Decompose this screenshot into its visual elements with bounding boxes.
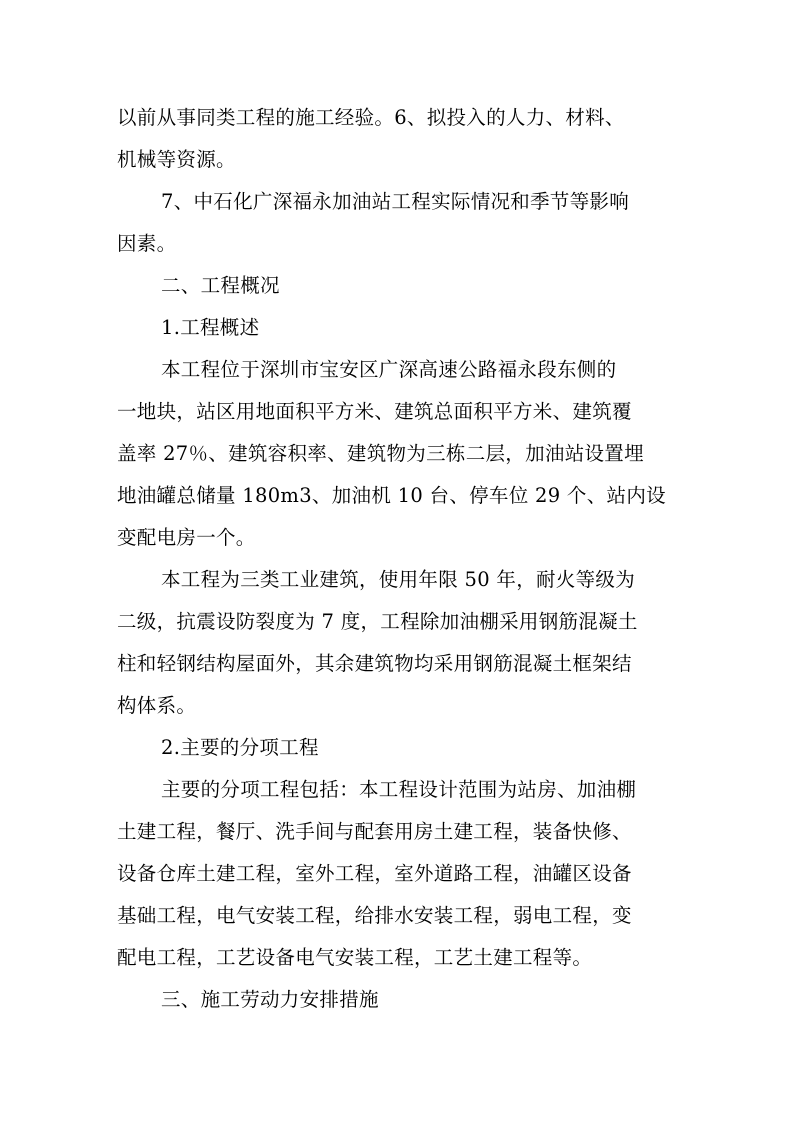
text-line: 本工程为三类工业建筑，使用年限 50 年，耐火等级为 <box>161 568 636 591</box>
text-line: 以前从事同类工程的施工经验。6、拟投入的人力、材料、 <box>117 106 625 129</box>
text-line: 地油罐总储量 180m3、加油机 10 台、停车位 29 个、站内设 <box>117 484 666 507</box>
text-line: 变配电房一个。 <box>117 526 256 549</box>
text-line: 土建工程，餐厅、洗手间与配套用房土建工程，装备快修、 <box>117 820 632 843</box>
text-line: 一地块，站区用地面积平方米、建筑总面积平方米、建筑覆 <box>117 400 632 423</box>
text-line: 7、中石化广深福永加油站工程实际情况和季节等影响 <box>161 190 630 213</box>
text-line: 主要的分项工程包括：本工程设计范围为站房、加油棚 <box>161 778 637 801</box>
section-heading: 二、工程概况 <box>161 274 280 297</box>
text-line: 基础工程，电气安装工程，给排水安装工程，弱电工程，变 <box>117 904 632 927</box>
text-line: 配电工程，工艺设备电气安装工程，工艺土建工程等。 <box>117 946 593 969</box>
text-line: 二级，抗震设防裂度为 7 度，工程除加油棚采用钢筋混凝土 <box>117 610 638 633</box>
text-line: 因素。 <box>117 232 177 255</box>
section-heading: 三、施工劳动力安排措施 <box>161 988 379 1011</box>
text-line: 构体系。 <box>117 694 197 717</box>
subsection-heading: 2.主要的分项工程 <box>161 736 319 759</box>
subsection-heading: 1.工程概述 <box>161 316 260 339</box>
text-line: 本工程位于深圳市宝安区广深高速公路福永段东侧的 <box>161 358 617 381</box>
text-line: 设备仓库土建工程，室外工程，室外道路工程，油罐区设备 <box>117 862 632 885</box>
text-line: 柱和轻钢结构屋面外，其余建筑物均采用钢筋混凝土框架结 <box>117 652 632 675</box>
text-line: 机械等资源。 <box>117 148 236 171</box>
text-line: 盖率 27％、建筑容积率、建筑物为三栋二层，加油站设置埋 <box>117 442 644 465</box>
